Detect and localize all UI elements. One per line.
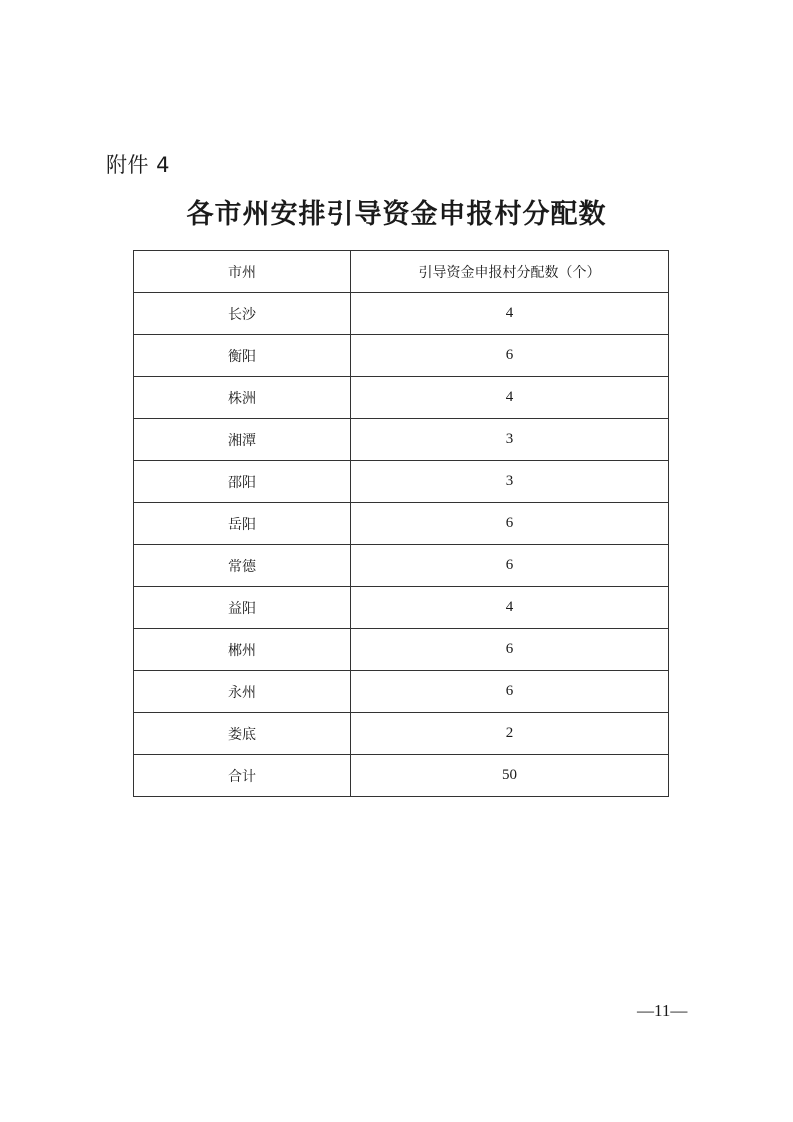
- count-cell: 4: [351, 377, 669, 419]
- city-cell: 常德: [134, 545, 351, 587]
- table-row: [134, 587, 669, 629]
- total-count-cell: 50: [351, 755, 669, 797]
- count-cell: 4: [351, 293, 669, 335]
- count-cell: 3: [351, 461, 669, 503]
- count-cell: 6: [351, 503, 669, 545]
- city-cell: 娄底: [134, 713, 351, 755]
- header-city: 市州: [134, 251, 351, 293]
- attachment-label: 附件 4: [106, 153, 171, 177]
- table-header-row: [134, 251, 669, 293]
- total-label-cell: 合计: [134, 755, 351, 797]
- count-cell: 3: [351, 419, 669, 461]
- table-row: [134, 377, 669, 419]
- page-number: —11—: [637, 1001, 688, 1020]
- city-cell: 邵阳: [134, 461, 351, 503]
- document-title: 各市州安排引导资金申报村分配数: [186, 199, 607, 230]
- count-cell: 6: [351, 629, 669, 671]
- allocation-table: [133, 250, 669, 797]
- city-cell: 岳阳: [134, 503, 351, 545]
- table-row: [134, 461, 669, 503]
- table-row: [134, 293, 669, 335]
- city-cell: 株洲: [134, 377, 351, 419]
- count-cell: 6: [351, 545, 669, 587]
- city-cell: 益阳: [134, 587, 351, 629]
- table-row: [134, 335, 669, 377]
- city-cell: 衡阳: [134, 335, 351, 377]
- city-cell: 永州: [134, 671, 351, 713]
- count-cell: 6: [351, 335, 669, 377]
- table-row: [134, 671, 669, 713]
- city-cell: 湘潭: [134, 419, 351, 461]
- count-cell: 6: [351, 671, 669, 713]
- table-row: [134, 419, 669, 461]
- table-row: [134, 713, 669, 755]
- table-total-row: [134, 755, 669, 797]
- city-cell: 郴州: [134, 629, 351, 671]
- city-cell: 长沙: [134, 293, 351, 335]
- count-cell: 2: [351, 713, 669, 755]
- table-row: [134, 503, 669, 545]
- table-row: [134, 629, 669, 671]
- table-row: [134, 545, 669, 587]
- count-cell: 4: [351, 587, 669, 629]
- header-count: 引导资金申报村分配数（个）: [351, 251, 669, 293]
